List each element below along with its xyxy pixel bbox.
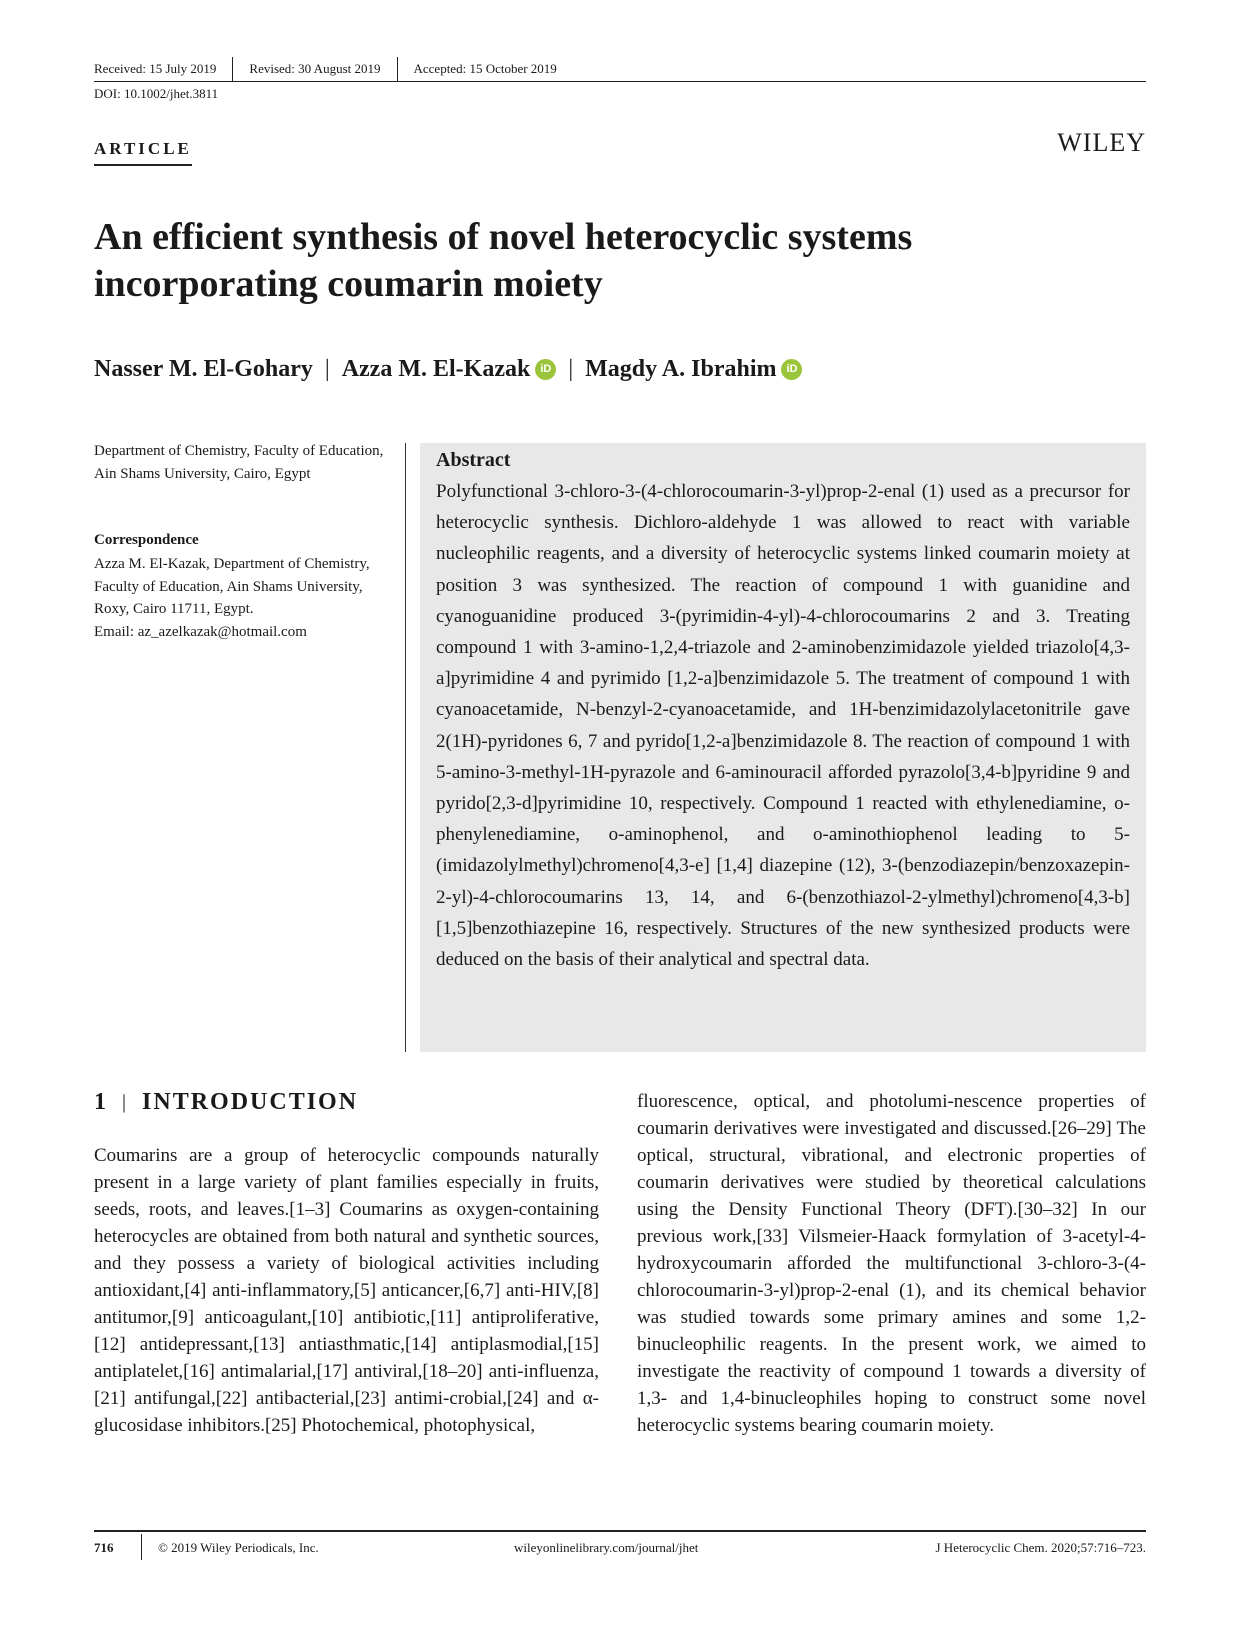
section-number: 1 xyxy=(94,1089,108,1115)
orcid-icon[interactable]: iD xyxy=(535,359,556,380)
correspondence-address: Azza M. El-Kazak, Department of Chemistry, Faculty of Education, Ain Shams University, Roxy, Cairo 11711, Egypt. xyxy=(94,556,370,617)
header-rule xyxy=(94,81,1146,82)
abstract-title: Abstract xyxy=(436,449,511,471)
section-heading-introduction xyxy=(94,1089,358,1116)
copyright: © 2019 Wiley Periodicals, Inc. xyxy=(158,1540,319,1555)
page-number: 716 xyxy=(94,1540,114,1555)
section-title: INTRODUCTION xyxy=(142,1089,359,1115)
abstract-text: Polyfunctional 3-chloro-3-(4-chlorocoumarin-3-yl)prop-2-enal (1) used as a precursor for heterocyclic synthesis. Dichloro-aldehyde 1 was allowed to react with variable nucleophilic reagents, and a diversity of heterocyclic systems linked coumarin moiety at position 3 was synthesized. The reaction of compound 1 with guanidine and cyanoguanidine produced 3-(pyrimidin-4-yl)-4-chlorocoumarins 2 and 3. Treating compound 1 with 3-amino-1,2,4-triazole and 2-aminobenzimidazole yielded triazolo[4,3-a]pyrimidine 4 and pyrimido [1,2-a]benzimidazole 5. The treatment of compound 1 with cyanoacetamide, N-benzyl-2-cyanoacetamide, and 1H-benzimidazolylacetonitrile gave 2(1H)-pyridones 6, 7 and pyrido[1,2-a]benzimidazole 8. The reaction of compound 1 with 5-amino-3-methyl-1H-pyrazole and 6-aminouracil afforded pyrazolo[3,4-b]pyridine 9 and pyrido[2,3-d]pyrimidine 10, respectively. Compound 1 reacted with ethylenediamine, o-phenylenediamine, o-aminophenol, and o-aminothiophenol leading to 5-(imidazolylmethyl)chromeno[4,3-e] [1,4] diazepine (12), 3-(benzodiazepin/benzoxazepin-2-yl)-4-chlorocoumarins 13, 14, and 6-(benzothiazol-2-ylmethyl)chromeno[4,3-b][1,5]benzothiazepine 16, respectively. Structures of the new synthesized products were deduced on the basis of their analytical and spectral data. xyxy=(436,481,1130,971)
author-list xyxy=(94,356,802,383)
correspondence-block xyxy=(94,553,389,643)
correspondence-title: Correspondence xyxy=(94,532,199,548)
orcid-icon[interactable]: iD xyxy=(781,359,802,380)
dates-line xyxy=(94,58,1146,80)
author-3[interactable]: Magdy A. Ibrahim xyxy=(585,356,777,382)
author-1[interactable]: Nasser M. El-Gohary xyxy=(94,356,313,382)
affiliation: Department of Chemistry, Faculty of Education, Ain Shams University, Cairo, Egypt xyxy=(94,443,384,482)
section-separator: | xyxy=(122,1091,129,1113)
footer-separator xyxy=(141,1534,142,1560)
paper-title: An efficient synthesis of novel heterocyclic systems incorporating coumarin moiety xyxy=(94,216,913,305)
doi[interactable]: DOI: 10.1002/jhet.3811 xyxy=(94,86,219,101)
footer xyxy=(94,1540,1146,1562)
author-separator: | xyxy=(324,356,330,382)
received-date: Received: 15 July 2019 xyxy=(94,61,217,76)
article-type-label: ARTICLE xyxy=(94,139,192,166)
revised-date: Revised: 30 August 2019 xyxy=(249,61,381,76)
column-divider xyxy=(405,443,406,1052)
journal-url[interactable]: wileyonlinelibrary.com/journal/jhet xyxy=(514,1540,699,1555)
journal-citation: J Heterocyclic Chem. 2020;57:716–723. xyxy=(935,1540,1146,1555)
footer-rule xyxy=(94,1530,1146,1532)
accepted-date: Accepted: 15 October 2019 xyxy=(413,61,557,76)
introduction-column-2: fluorescence, optical, and photolumi-nescence properties of coumarin derivatives were investigated and discussed.[26–29] The optical, structural, vibrational, and electronic properties of coumarin derivatives were studied by theoretical calculations using the Density Functional Theory (DFT).[30–32] In our previous work,[33] Vilsmeier-Haack formylation of 3-acetyl-4-hydroxycoumarin afforded the multifunctional 3-chloro-3-(4-chlorocoumarin-3-yl)prop-2-enal (1), and its chemical behavior was studied towards some primary amines and some 1,2-binucleophilic reagents. In the present work, we aimed to investigate the reactivity of compound 1 towards a diversity of 1,3- and 1,4-binucleophiles hoping to construct some novel heterocyclic systems bearing coumarin moiety. xyxy=(637,1091,1146,1436)
author-2[interactable]: Azza M. El-Kazak xyxy=(341,356,531,382)
publisher-logo: WILEY xyxy=(1057,128,1146,157)
introduction-column-1: Coumarins are a group of heterocyclic compounds naturally present in a large variety of plant families especially in fruits, seeds, roots, and leaves.[1–3] Coumarins as oxygen-containing heterocycles are obtained from both natural and synthetic sources, and they possess a variety of biological activities including antioxidant,[4] anti-inflammatory,[5] anticancer,[6,7] anti-HIV,[8] antitumor,[9] anticoagulant,[10] antibiotic,[11] antiproliferative,[12] antidepressant,[13] antiasthmatic,[14] antiplasmodial,[15] antiplatelet,[16] antimalarial,[17] antiviral,[18–20] anti-influenza,[21] antifungal,[22] antibacterial,[23] antimi-crobial,[24] and α-glucosidase inhibitors.[25] Photochemical, photophysical, xyxy=(94,1145,599,1436)
correspondence-email[interactable]: Email: az_azelkazak@hotmail.com xyxy=(94,623,307,640)
author-separator: | xyxy=(568,356,574,382)
